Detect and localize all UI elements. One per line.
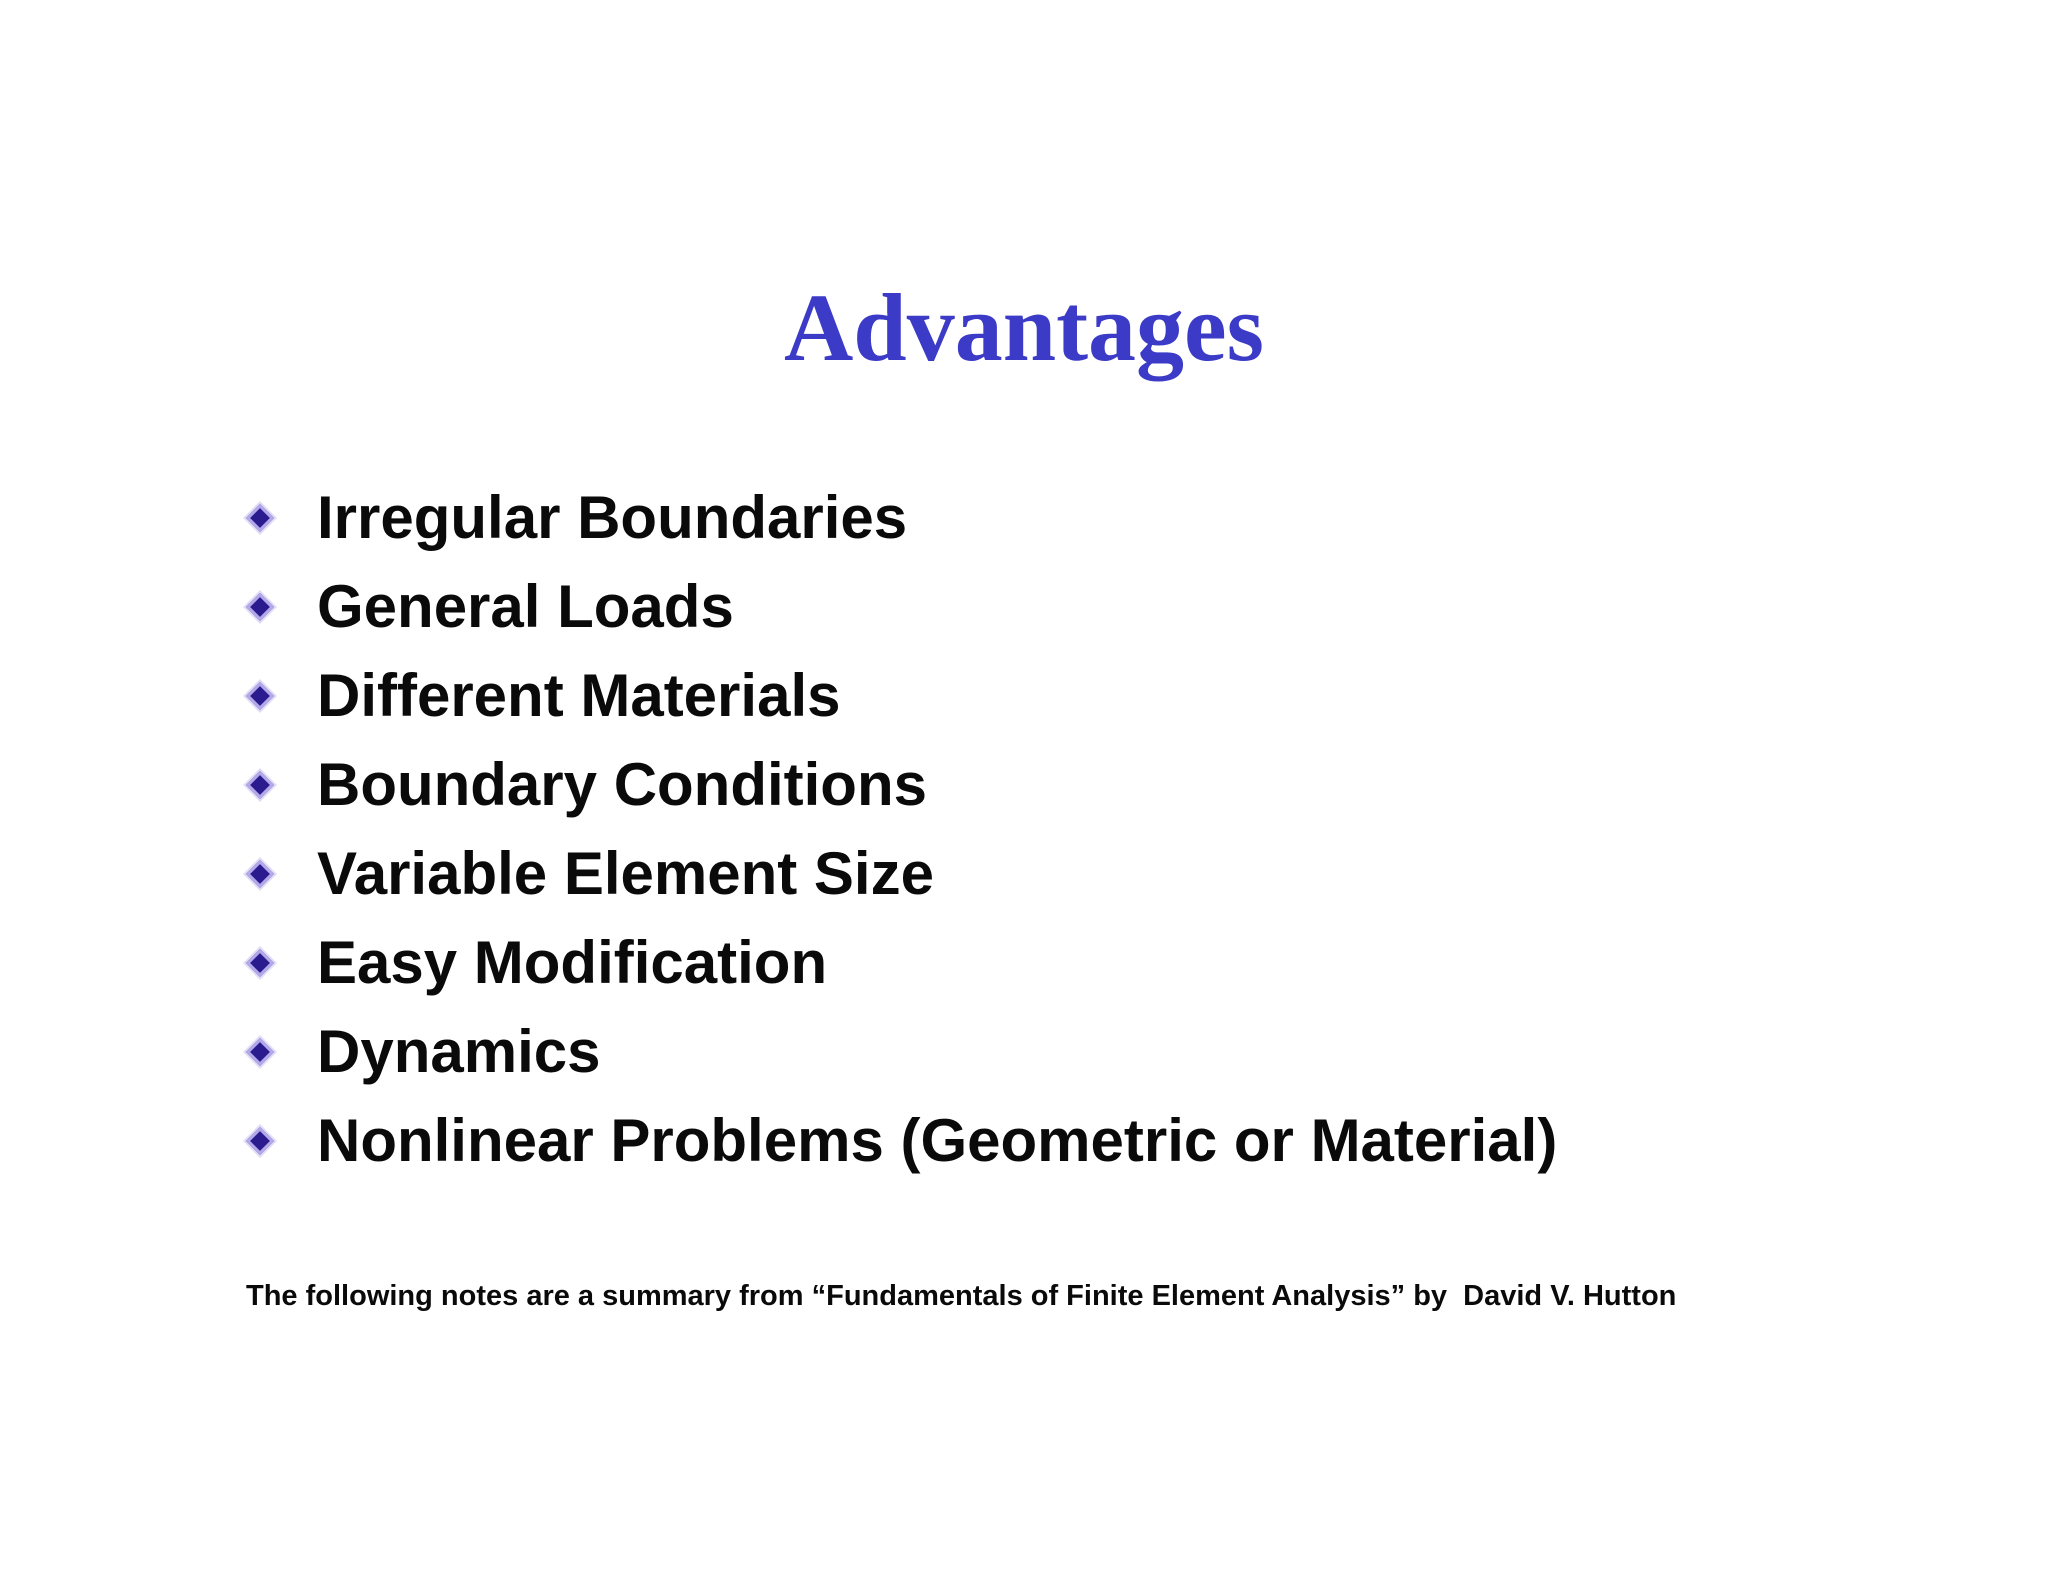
bullet-label: Irregular Boundaries bbox=[317, 484, 908, 551]
bullet-item bbox=[244, 829, 1557, 918]
bullet-item bbox=[244, 1007, 1557, 1096]
bullet-label: Easy Modification bbox=[317, 929, 828, 996]
diamond-bullet-icon bbox=[246, 681, 274, 709]
diamond-bullet-icon bbox=[246, 592, 274, 620]
diamond-bullet-icon bbox=[246, 1037, 274, 1065]
diamond-bullet-icon bbox=[246, 1126, 274, 1154]
bullet-list bbox=[244, 473, 1557, 1185]
bullet-label: Different Materials bbox=[317, 662, 841, 729]
diamond-bullet-icon bbox=[246, 503, 274, 531]
bullet-item bbox=[244, 1096, 1557, 1185]
bullet-item bbox=[244, 651, 1557, 740]
bullet-label: Dynamics bbox=[317, 1018, 601, 1085]
bullet-label: Boundary Conditions bbox=[317, 751, 927, 818]
source-footnote: The following notes are a summary from “Fundamentals of Finite Element Analysis” by David V. Hutton bbox=[246, 1280, 1677, 1312]
slide-title: Advantages bbox=[783, 274, 1265, 381]
bullet-label: General Loads bbox=[317, 573, 734, 640]
bullet-label: Nonlinear Problems (Geometric or Material) bbox=[317, 1107, 1558, 1174]
diamond-bullet-icon bbox=[246, 859, 274, 887]
bullet-item bbox=[244, 918, 1557, 1007]
bullet-item bbox=[244, 562, 1557, 651]
bullet-item bbox=[244, 473, 1557, 562]
diamond-bullet-icon bbox=[246, 770, 274, 798]
diamond-bullet-icon bbox=[246, 948, 274, 976]
bullet-label: Variable Element Size bbox=[317, 840, 934, 907]
bullet-item bbox=[244, 740, 1557, 829]
